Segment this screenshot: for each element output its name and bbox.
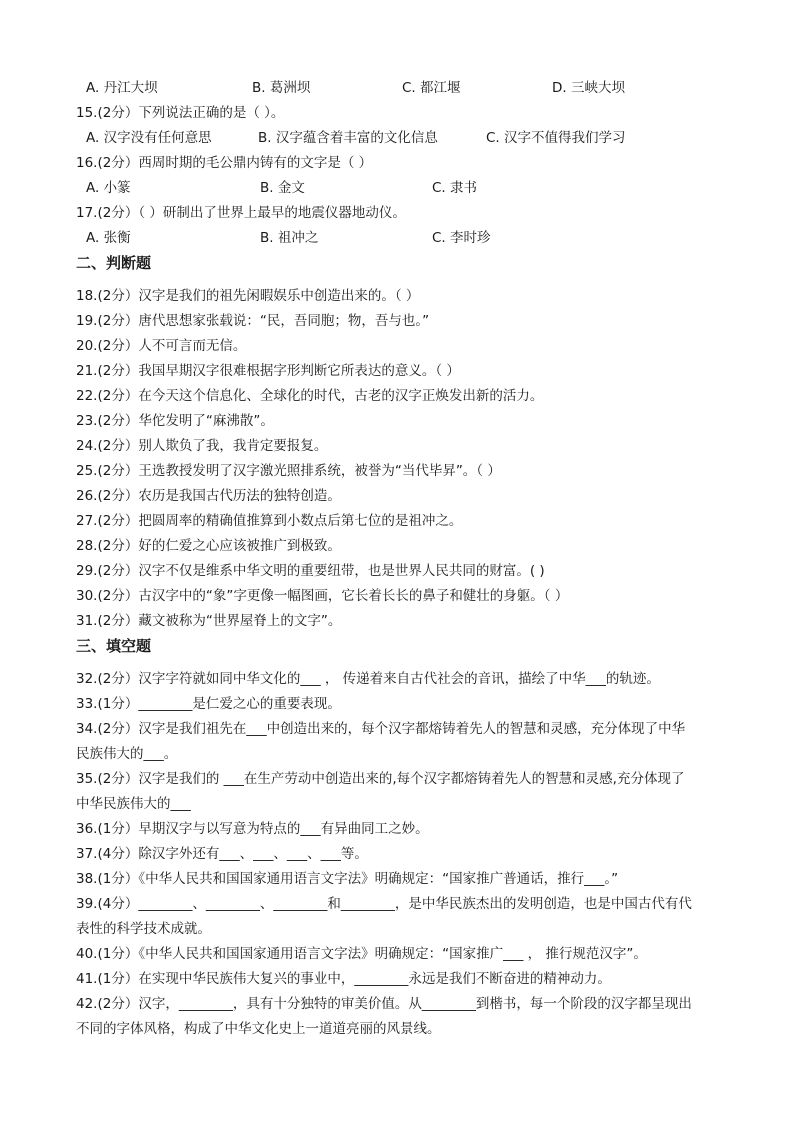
question-22: 22.(2分）在今天这个信息化、全球化的时代，古老的汉字正焕发出新的活力。 xyxy=(76,388,544,404)
option-a: A. 张衡 xyxy=(86,230,131,246)
question-42: 42.(2分）汉字，________，具有十分独特的审美价值。从________到楷书，每一个阶段的汉字都呈现出 xyxy=(76,996,692,1012)
question-19: 19.(2分）唐代思想家张载说：“民，吾同胞；物，吾与也。” xyxy=(76,313,430,329)
question-32: 32.(2分）汉字字符就如同中华文化的___ ， 传递着来自古代社会的音讯，描绘了中华___的轨迹。 xyxy=(76,671,660,687)
question-39-cont: 表性的科学技术成就。 xyxy=(76,921,211,937)
option-c: C. 都江堰 xyxy=(402,80,461,96)
option-a: A. 小篆 xyxy=(86,180,131,196)
question-34: 34.(2分）汉字是我们祖先在___中创造出来的，每个汉字都熔铸着先人的智慧和灵感，充分体现了中华 xyxy=(76,721,686,737)
question-42-cont: 不同的字体风格，构成了中华文化史上一道道亮丽的风景线。 xyxy=(76,1021,441,1037)
question-37: 37.(4分）除汉字外还有___、___、___、___等。 xyxy=(76,846,368,862)
section-heading-judge: 二、判断题 xyxy=(76,254,152,272)
question-24: 24.(2分）别人欺负了我，我肯定要报复。 xyxy=(76,438,328,454)
question-17: 17.(2分）（ ）研制出了世界上最早的地震仪器地动仪。 xyxy=(76,205,406,221)
q14-options xyxy=(86,79,766,97)
question-23: 23.(2分）华佗发明了“麻沸散”。 xyxy=(76,413,274,429)
question-40: 40.(1分）《中华人民共和国国家通用语言文字法》明确规定：“国家推广___ ， 推行规范汉字”。 xyxy=(76,946,647,962)
question-21: 21.(2分）我国早期汉字很难根据字形判断它所表达的意义。（ ） xyxy=(76,363,460,379)
option-a: A. 汉字没有任何意思 xyxy=(86,130,212,146)
option-c: C. 李时珍 xyxy=(432,230,491,246)
question-28: 28.(2分）好的仁爱之心应该被推广到极致。 xyxy=(76,538,341,554)
section-heading-fill: 三、填空题 xyxy=(76,637,152,655)
question-39: 39.(4分）________、________、________和________，是中华民族杰出的发明创造，也是中国古代有代 xyxy=(76,896,692,912)
question-26: 26.(2分）农历是我国古代历法的独特创造。 xyxy=(76,488,341,504)
q15-options xyxy=(86,129,766,147)
option-b: B. 汉字蕴含着丰富的文化信息 xyxy=(258,130,438,146)
option-c: C. 汉字不值得我们学习 xyxy=(486,130,626,146)
question-16: 16.(2分）西周时期的毛公鼎内铸有的文字是（ ） xyxy=(76,155,373,171)
question-35-cont: 中华民族伟大的___ xyxy=(76,796,191,812)
question-25: 25.(2分）王选教授发明了汉字激光照排系统，被誉为“当代毕昇”。（ ） xyxy=(76,463,501,479)
question-33: 33.(1分）________是仁爱之心的重要表现。 xyxy=(76,696,341,712)
question-20: 20.(2分）人不可言而无信。 xyxy=(76,338,247,354)
option-b: B. 金文 xyxy=(260,180,305,196)
option-b: B. 祖冲之 xyxy=(260,230,319,246)
question-31: 31.(2分）藏文被称为“世界屋脊上的文字”。 xyxy=(76,613,342,629)
option-d: D. 三峡大坝 xyxy=(552,80,625,96)
question-41: 41.(1分）在实现中华民族伟大复兴的事业中，________永远是我们不断奋进的精神动力。 xyxy=(76,971,611,987)
question-30: 30.(2分）古汉字中的“象”字更像一幅图画，它长着长长的鼻子和健壮的身躯。（ ） xyxy=(76,588,569,604)
option-a: A. 丹江大坝 xyxy=(86,80,158,96)
q16-options xyxy=(86,179,766,197)
question-35: 35.(2分）汉字是我们的 ___在生产劳动中创造出来的,每个汉字都熔铸着先人的智慧和灵感,充分体现了 xyxy=(76,771,685,787)
question-29: 29.(2分）汉字不仅是维系中华文明的重要纽带，也是世界人民共同的财富。( ) xyxy=(76,563,545,579)
question-34-cont: 民族伟大的___。 xyxy=(76,746,178,762)
question-36: 36.(1分）早期汉字与以写意为特点的___有异曲同工之妙。 xyxy=(76,821,429,837)
option-c: C. 隶书 xyxy=(432,180,478,196)
question-27: 27.(2分）把圆周率的精确值推算到小数点后第七位的是祖冲之。 xyxy=(76,513,463,529)
q17-options xyxy=(86,229,766,247)
question-15: 15.(2分）下列说法正确的是（ ）。 xyxy=(76,105,285,121)
option-b: B. 葛洲坝 xyxy=(252,80,311,96)
question-18: 18.(2分）汉字是我们的祖先闲暇娱乐中创造出来的。（ ） xyxy=(76,288,420,304)
question-38: 38.(1分）《中华人民共和国国家通用语言文字法》明确规定：“国家推广普通话，推行___。” xyxy=(76,871,619,887)
